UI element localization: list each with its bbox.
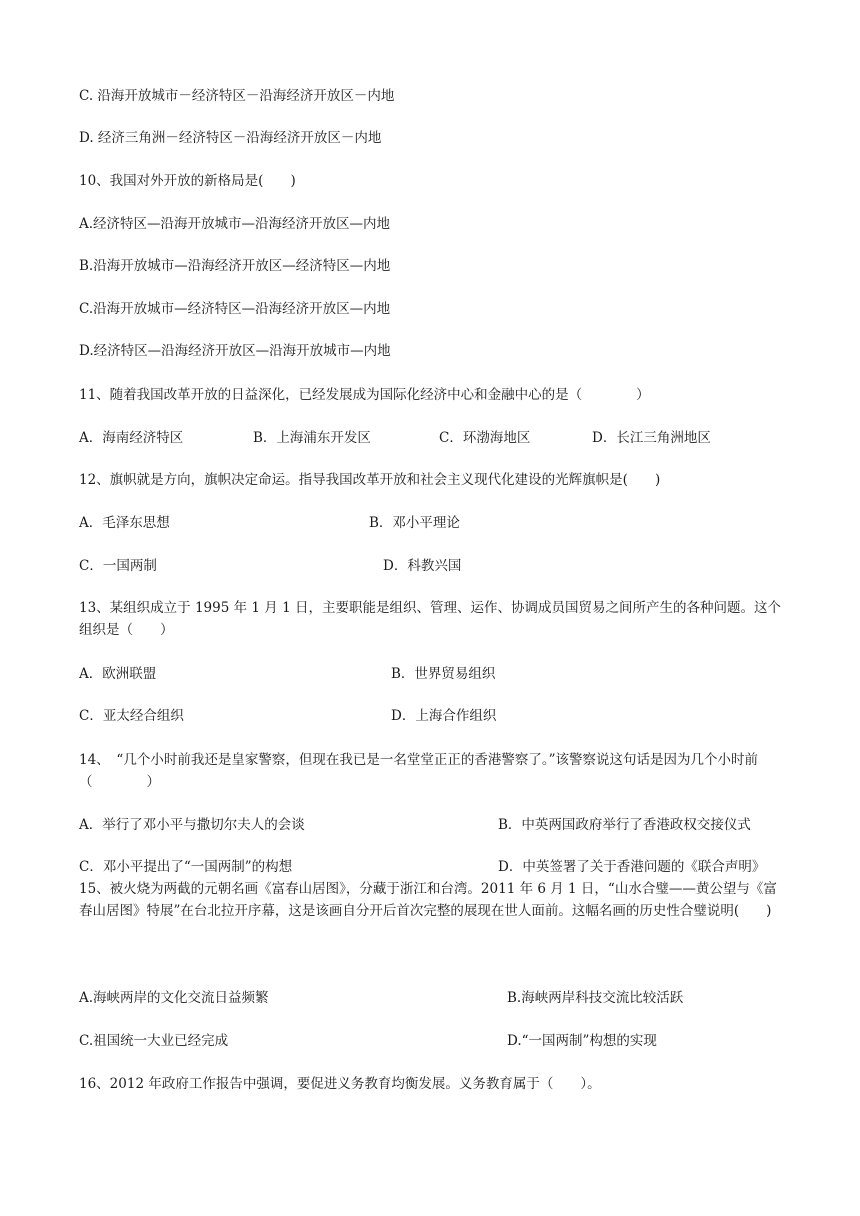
q14-stem: 14、 “几个小时前我还是皇家警察，但现在我已是一名堂堂正正的香港警察了。”该警察说这句话是因为几个小时前（ ） <box>79 752 758 790</box>
q9-option-c: C. 沿海开放城市－经济特区－沿海经济开放区－内地 <box>79 88 395 104</box>
q11-stem: 11、随着我国改革开放的日益深化，已经发展成为国际化经济中心和金融中心的是（ ） <box>79 387 650 403</box>
q12-option-c: C．一国两制 <box>79 558 157 574</box>
q13-option-c: C．亚太经合组织 <box>79 708 184 724</box>
q15-option-b: B.海峡两岸科技交流比较活跃 <box>507 990 684 1006</box>
q10-option-d: D.经济特区—沿海经济开放区—沿海开放城市—内地 <box>79 343 391 359</box>
q15-option-d: D.“一国两制”构想的实现 <box>507 1033 657 1049</box>
q10-option-a: A.经济特区—沿海开放城市—沿海经济开放区—内地 <box>79 216 391 232</box>
q13-stem: 13、某组织成立于 1995 年 1 月 1 日，主要职能是组织、管理、运作、协调成员国贸易之间所产生的各种问题。这个组织是（ ） <box>79 600 781 638</box>
q12-option-d: D．科教兴国 <box>383 558 462 574</box>
q15-option-c: C.祖国统一大业已经完成 <box>79 1033 229 1049</box>
q16-stem: 16、2012 年政府工作报告中强调，要促进义务教育均衡发展。义务教育属于（ ）。 <box>79 1076 601 1092</box>
q14-option-d: D．中英签署了关于香港问题的《联合声明》 <box>498 859 766 875</box>
q11-option-b: B．上海浦东开发区 <box>253 430 371 446</box>
q14-option-c: C．邓小平提出了“一国两制”的构想 <box>79 859 293 875</box>
q11-option-d: D．长江三角洲地区 <box>592 430 711 446</box>
q14-option-a: A．举行了邓小平与撒切尔夫人的会谈 <box>79 817 305 833</box>
q12-stem: 12、旗帜就是方向，旗帜决定命运。指导我国改革开放和社会主义现代化建设的光辉旗帜是( ) <box>79 472 661 488</box>
q10-option-b: B.沿海开放城市—沿海经济开放区—经济特区—内地 <box>79 258 391 274</box>
q13-option-d: D．上海合作组织 <box>391 708 497 724</box>
q15-stem: 15、被火烧为两截的元朝名画《富春山居图》，分藏于浙江和台湾。2011 年 6 月 1 日，“山水合璧——黄公望与《富春山居图》特展”在台北拉开序幕，这是该画自分开后首次完整的展现在世人面前。这幅名画的历史性合璧说明( ) <box>79 881 777 919</box>
q11-option-a: A．海南经济特区 <box>79 430 184 446</box>
q10-stem: 10、我国对外开放的新格局是( ) <box>79 173 296 189</box>
q14-option-b: B．中英两国政府举行了香港政权交接仪式 <box>498 817 751 833</box>
q10-option-c: C.沿海开放城市—经济特区—沿海经济开放区—内地 <box>79 301 391 317</box>
q11-option-c: C．环渤海地区 <box>439 430 531 446</box>
q15-option-a: A.海峡两岸的文化交流日益频繁 <box>79 990 269 1006</box>
q9-option-d: D. 经济三角洲－经济特区－沿海经济开放区－内地 <box>79 130 382 146</box>
q13-option-a: A．欧洲联盟 <box>79 666 157 682</box>
q12-option-a: A．毛泽东思想 <box>79 515 170 531</box>
q13-option-b: B．世界贸易组织 <box>391 666 496 682</box>
q12-option-b: B．邓小平理论 <box>369 515 460 531</box>
